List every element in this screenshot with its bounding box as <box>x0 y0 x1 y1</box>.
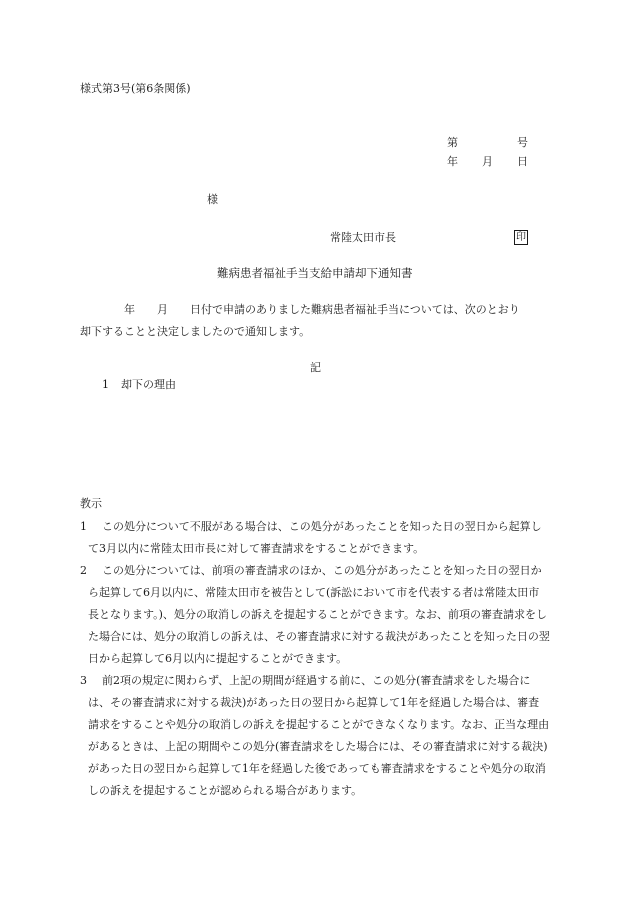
form-number: 様式第3号(第6条関係) <box>80 82 191 95</box>
section1-number: 1 <box>102 378 109 391</box>
notice-item <box>80 560 550 670</box>
notice-item <box>80 670 550 802</box>
notice-item <box>80 516 550 560</box>
notice-item-number: 2 <box>80 564 87 577</box>
notice-heading: 教示 <box>80 497 102 510</box>
ki-heading: 記 <box>310 361 321 374</box>
notice-item-text: この処分については、前項の審査請求のほか、この処分があったことを知った日の翌日から起算して6月以内に、常陸太田市を被告として(訴訟において市を代表する者は常陸太田市長となります。)、処分の取消しの訴えを提起することができます。なお、前項の審査請求をした場合には、処分の取消しの訴えは、その審査請求に対する裁決があったことを知った日の翌日から起算して6月以内に提起することができます。 <box>88 564 550 665</box>
document-title: 難病患者福祉手当支給申請却下通知書 <box>217 266 413 280</box>
seal-label: 印 <box>516 232 526 243</box>
body-line-1 <box>80 299 555 321</box>
seal-mark <box>514 230 528 245</box>
date-year: 年 <box>447 155 458 168</box>
date-day: 日 <box>517 155 528 168</box>
notice-item-number: 1 <box>80 520 87 533</box>
body-paragraph <box>80 299 555 343</box>
doc-number-suffix: 号 <box>517 136 528 149</box>
notice-item-text: この処分について不服がある場合は、この処分があったことを知った日の翌日から起算して3月以内に常陸太田市長に対して審査請求をすることができます。 <box>88 520 542 555</box>
body-line1-rest: 日付で申請のありました難病患者福祉手当については、次のとおり <box>190 303 520 316</box>
body-year: 年 <box>124 303 135 316</box>
issuer: 常陸太田市長 <box>330 231 396 244</box>
body-line-2: 却下することと決定しましたので通知します。 <box>80 325 311 338</box>
notice-list <box>80 516 550 802</box>
doc-number-prefix: 第 <box>447 136 458 149</box>
section1-label: 却下の理由 <box>121 378 176 391</box>
notice-item-number: 3 <box>80 674 87 687</box>
body-month: 月 <box>157 303 168 316</box>
notice-item-text: 前2項の規定に関わらず、上記の期間が経過する前に、この処分(審査請求をした場合には、その審査請求に対する裁決)があった日の翌日から起算して1年を経過した場合は、審査請求をすることや処分の取消しの訴えを提起することができなくなります。なお、正当な理由があるときは、上記の期間やこの処分(審査請求をした場合には、その審査請求に対する裁決)があった日の翌日から起算して1年を経過した後であっても審査請求をすることや処分の取消しの訴えを提起することが認められる場合があります。 <box>88 674 550 797</box>
addressee-suffix: 様 <box>207 193 218 206</box>
date-month: 月 <box>482 155 493 168</box>
